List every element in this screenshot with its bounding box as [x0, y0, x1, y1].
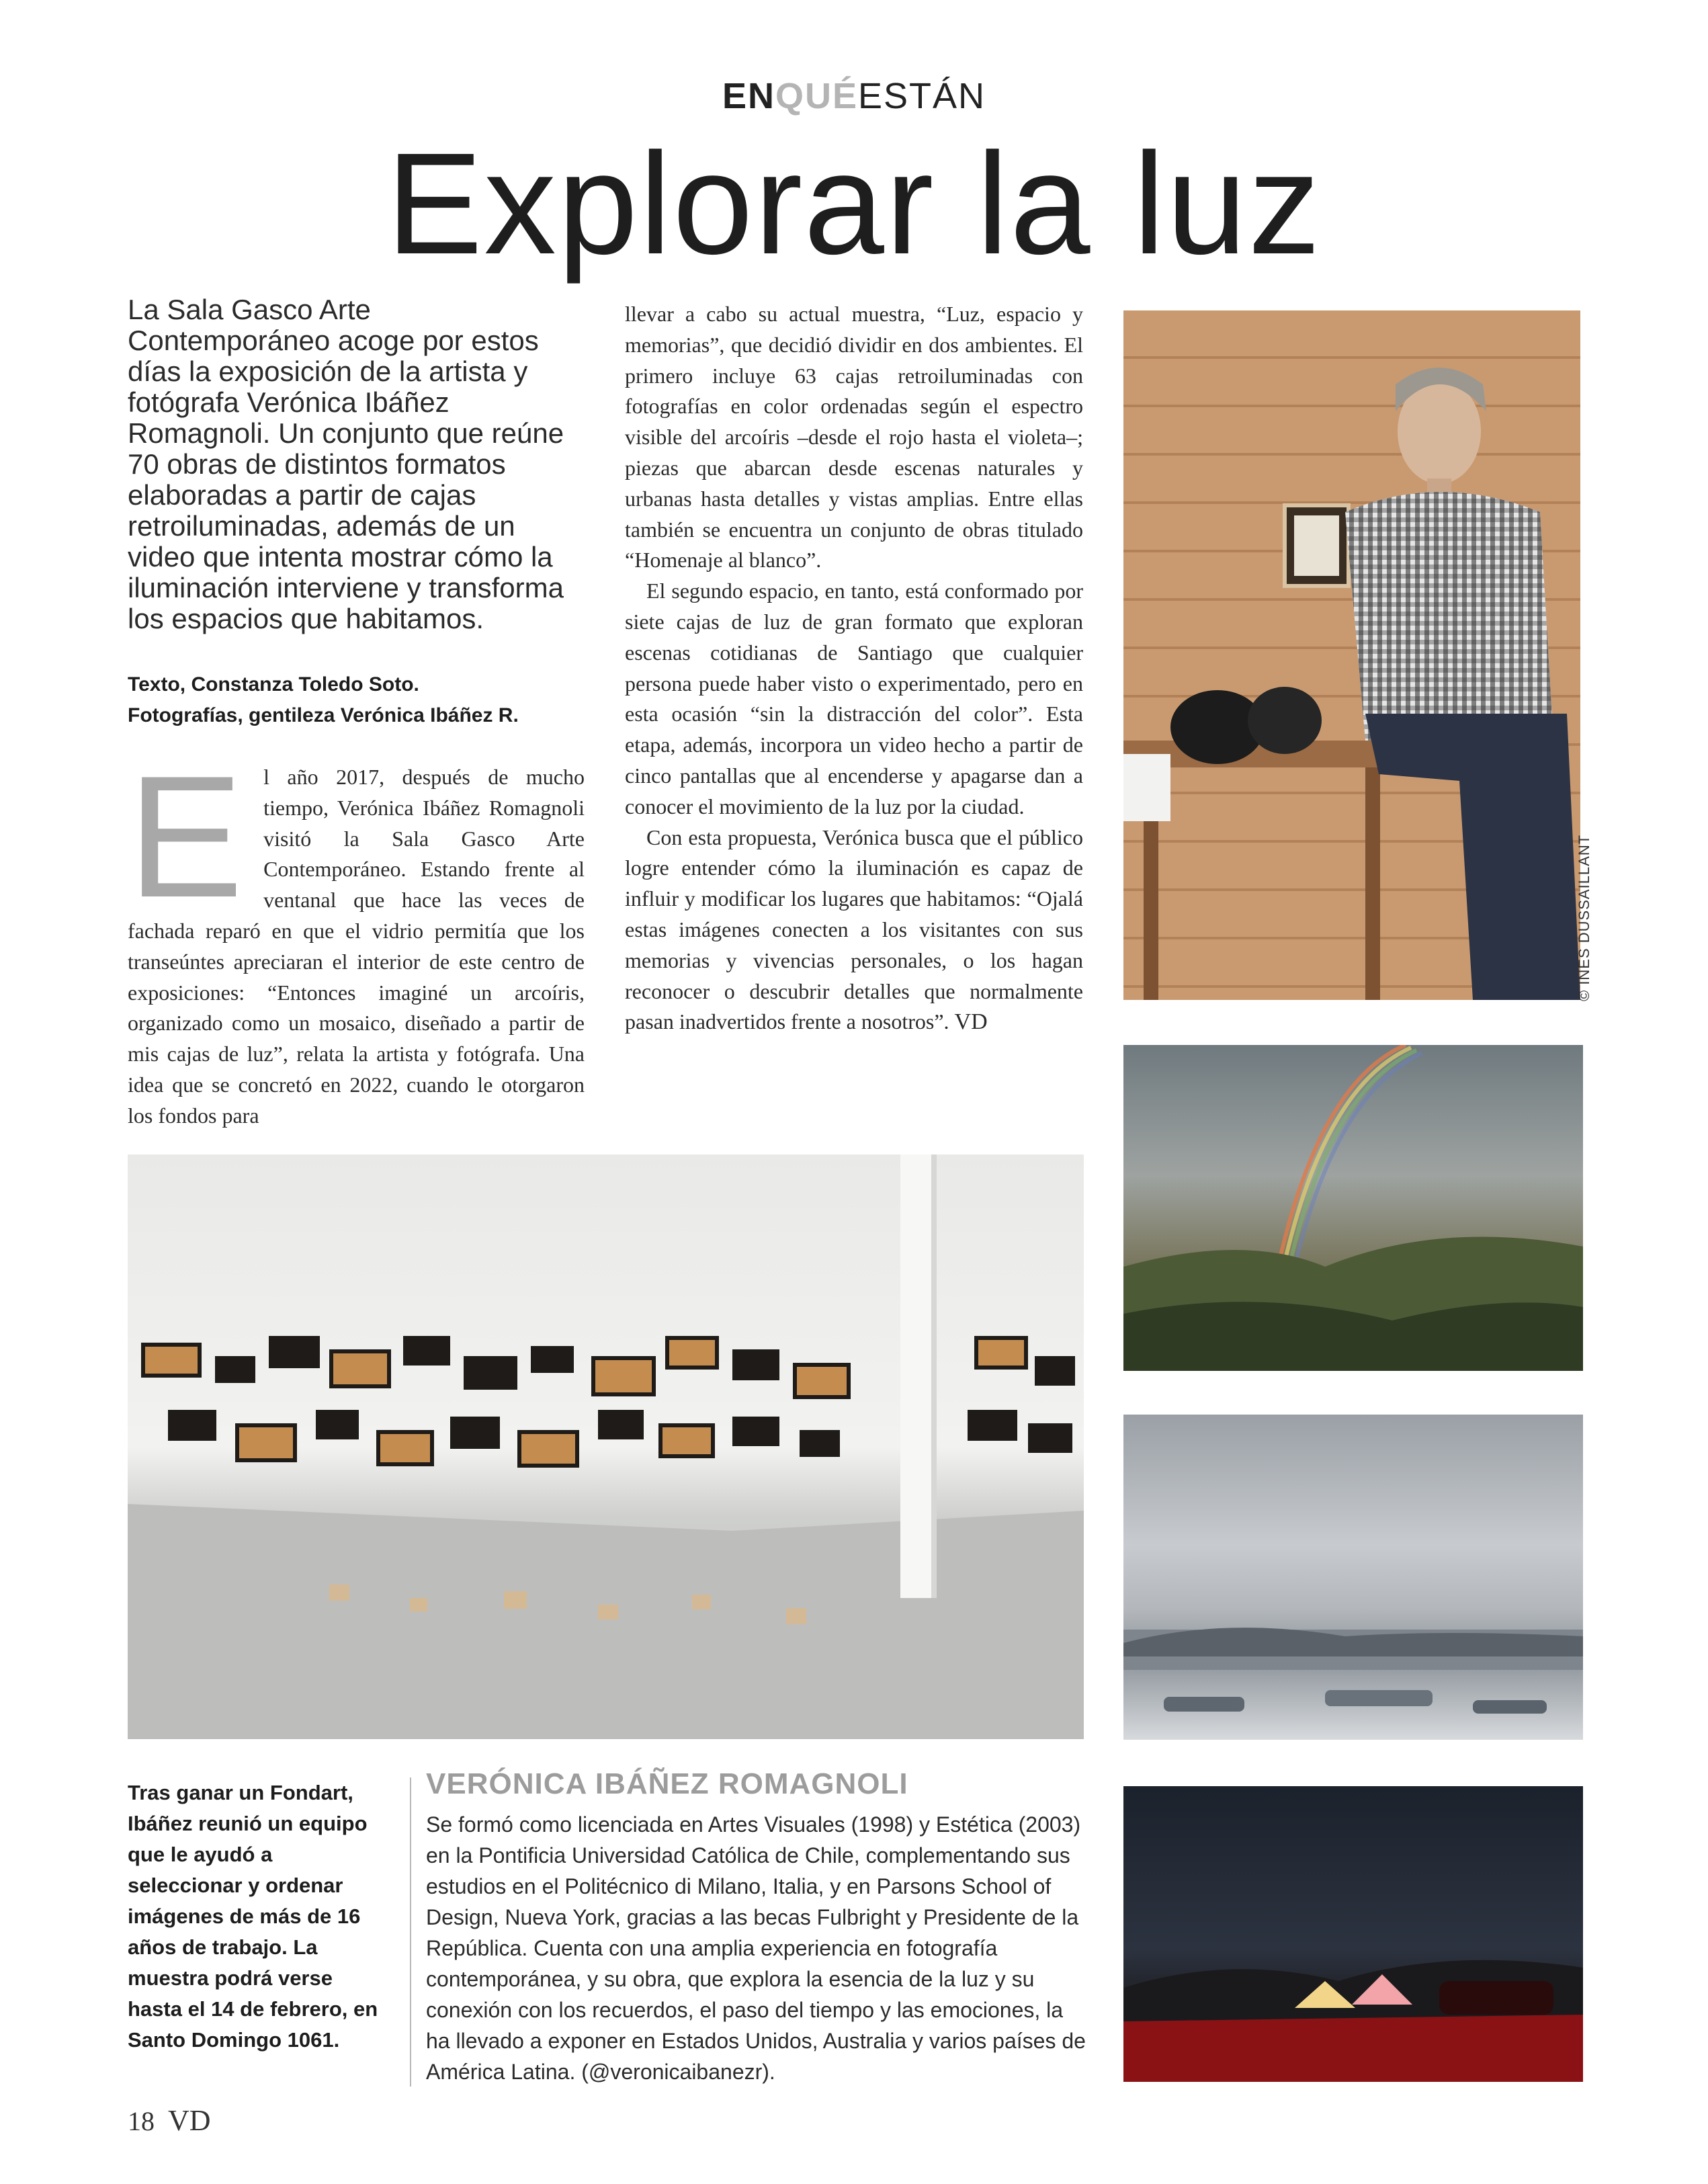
portrait-photo [1123, 310, 1580, 1000]
section-label-que: QUÉ [775, 76, 858, 116]
night-sky-illustration [1123, 1786, 1583, 2082]
bio-title: VERÓNICA IBÁÑEZ ROMAGNOLI [426, 1767, 908, 1800]
gallery-installation-photo [128, 1154, 1084, 1739]
rainbow-illustration [1123, 1045, 1583, 1371]
body-column-1 [128, 739, 585, 1132]
body-paragraph-2: El segundo espacio, en tanto, está conformado por siete cajas de luz de gran formato que exploran escenas cotidianas de Santiago que cualquier persona puede haber visto o experimentado, pero en esta ocasión “sin la distracción del color”. Esta etapa, además, incorpora un video hecho a partir de cinco pantallas que al encenderse y apagarse dan a conocer el movimiento de la luz por la ciudad. [625, 579, 1083, 818]
end-mark: VD [954, 1009, 988, 1035]
folio [128, 2103, 211, 2138]
bio-divider [410, 1777, 411, 2087]
body-paragraph-3-text: Con esta propuesta, Verónica busca que el público logre entender cómo la iluminación es capaz de influir y modificar los lugares que habitamos: “Ojalá estas imágenes conecten a los visitantes con sus memorias y vivencias personales, o los hagan reconocer o descubrir detalles que normalmente pasan inadvertidos frente a nosotros”. [625, 825, 1083, 1034]
bio-text: Se formó como licenciada en Artes Visuales (1998) y Estética (2003) en la Pontificia Universidad Católica de Chile, complementando sus estudios en el Politécnico di Milano, Italia, y en Parsons School of Design, Nueva York, gracias a las becas Fulbright y Presidente de la República. Cuenta con una amplia experiencia en fotografía contemporánea, y su obra, que explora la esencia de la luz y su conexión con los recuerdos, el paso del tiempo y las emociones, la ha llevado a exponer en Estados Unidos, Australia y varios países de América Latina. (@veronicaibanezr). [426, 1812, 1086, 2084]
body-paragraph-3 [625, 823, 1083, 1038]
drop-cap: E [128, 739, 244, 933]
rainbow-landscape-photo [1123, 1045, 1583, 1371]
body-paragraph-1-continued: llevar a cabo su actual muestra, “Luz, espacio y memorias”, que decidió dividir en dos ambientes. El primero incluye 63 cajas retroiluminadas con fotografías en color ordenadas según el espectro visible del arcoíris –desde el rojo hasta el violeta–; piezas que abarcan desde escenas naturales y urbanas hasta detalles y vistas amplias. Entre ellas también se encuentra un conjunto de obras titulado “Homenaje al blanco”. [625, 302, 1083, 573]
byline-photos: Fotografías, gentileza Verónica Ibáñez R. [128, 704, 519, 726]
portrait-illustration [1123, 310, 1580, 1000]
article-title: Explorar la luz [386, 122, 1322, 284]
birds-over-water-photo [1123, 1415, 1583, 1740]
page-number: 18 [128, 2106, 155, 2136]
byline-text: Texto, Constanza Toledo Soto. [128, 673, 419, 696]
night-sky-tents-photo [1123, 1786, 1583, 2082]
section-label-en: EN [722, 76, 775, 116]
byline [128, 669, 598, 731]
section-label [0, 75, 1708, 117]
photo-credit: © INÉS DUSSAILLANT [1576, 834, 1592, 1001]
birds-illustration [1123, 1415, 1583, 1740]
body-paragraph-1: l año 2017, después de mucho tiempo, Verónica Ibáñez Romagnoli visitó la Sala Gasco Arte Contemporáneo. Estando frente al ventanal que hace las veces de fachada reparó en que el vidrio permitía que los transeúntes apreciaran el interior de este centro de exposiciones: “Entonces imaginé un arcoíris, organizado como un mosaico, diseñado a partir de mis cajas de luz”, relata la artista y fotógrafa. Una idea que se concretó en 2022, cuando le otorgaron los fondos para [128, 765, 585, 1128]
photo-caption: Tras ganar un Fondart, Ibáñez reunió un equipo que le ayudó a seleccionar y ordenar imágenes de más de 16 años de trabajo. La muestra podrá verse hasta el 14 de febrero, en Santo Domingo 1061. [128, 1781, 378, 2052]
gallery-illustration [128, 1154, 1084, 1739]
body-column-2 [625, 299, 1083, 1038]
section-label-estan: ESTÁN [858, 76, 986, 116]
magazine-logo: VD [168, 2104, 211, 2137]
lead-paragraph: La Sala Gasco Arte Contemporáneo acoge por estos días la exposición de la artista y fotógrafa Verónica Ibáñez Romagnoli. Un conjunto que reúne 70 obras de distintos formatos elaboradas a partir de cajas retroiluminadas, además de un video que intenta mostrar cómo la iluminación interviene y transforma los espacios que habitamos. [128, 294, 564, 634]
